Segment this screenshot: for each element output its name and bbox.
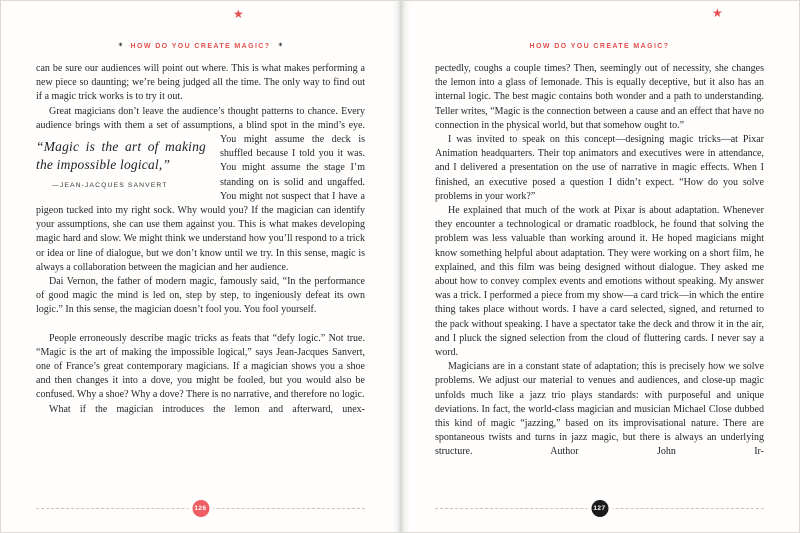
body-paragraph: I was invited to speak on this concept—designing magic tricks—at Pixar Animation headquarters. Their top animators and executives were in attendance, and I delivered a presentation on the use of narrative in magic effects. When I finished, an executive posed a question I didn’t expect. “How do you solve problems in your work?” <box>435 134 764 202</box>
body-paragraph: What if the magician introduces the lemon and afterward, unex- <box>49 403 365 415</box>
running-head-text: HOW DO YOU CREATE MAGIC? <box>130 43 271 50</box>
folio-right <box>435 500 764 517</box>
star-icon: ★ <box>233 7 244 21</box>
body-paragraph: Magicians are in a constant state of adaptation; this is precisely how we solve problems. We adjust our material to venues and audiences, and close-up magic unfolds much like a jazz trio plays standards: with purposeful and unique deviations. In fact, the world-class magician and musician Michael Close dubbed this kind of magic “jazzing,” based on its improvisational nature. There are spontaneous twists and turns in jazz magic, but there is always an underlying structure. Author John Ir- <box>435 361 764 458</box>
star-icon: ✶ <box>117 41 124 49</box>
page-body-left <box>36 62 365 417</box>
paragraph-text: spot in the mind’s eye. You might assume the deck is shuffled because I told you it was. You might assume the stage I’m standing on is solid and ungaffed. You might not suspect that I have a pigeon tucked into my right sock. Why would you? If the magician can identify your assumptions, she can use them against you. This is what makes developing magic hard and slow. We might think we understand how you’ll respond to a trick or idea or line of dialogue, but we don’t know until we try. In this sense, magic is always a collaboration between the magician and her audience. <box>36 119 365 273</box>
page-number-badge: 127 <box>591 500 608 517</box>
running-head-right <box>400 35 799 53</box>
body-paragraph: People erroneously describe magic tricks as feats that “defy logic.” Not true. “Magic is the art of making the impossible logical,” says Jean-Jacques Sanvert, one of France’s great contemporary magicians. If a magician shows you a shoe and then changes it into a dove, you might be fooled, but you would also be confused. Why a shoe? Why a dove? There is no narrative, and therefore no logic. <box>36 332 365 401</box>
pull-quote-text: “Magic is the art of making the impossible logical,” <box>36 139 206 172</box>
star-icon: ★ <box>712 6 723 20</box>
pull-quote <box>36 138 206 193</box>
body-paragraph: pectedly, coughs a couple times? Then, seemingly out of necessity, she changes the lemon into a glass of lemonade. This is equally deceptive, but it also has an internal logic. The best magic contains both wonder and a path to understanding. Teller writes, “Magic is the connection between a cause and an effect that have no connection in the physical world, but that somehow ought to.” <box>435 63 764 131</box>
body-paragraph <box>36 105 365 275</box>
folio-left <box>36 500 365 517</box>
pull-quote-attribution: —JEAN-JACQUES SANVERT <box>52 182 168 190</box>
page-body-right <box>435 62 764 460</box>
page-right <box>400 1 799 532</box>
star-icon: ✶ <box>277 41 284 49</box>
body-paragraph: He explained that much of the work at Pixar is about adaptation. Whenever they encounter a technological or dramatic roadblock, he found that solving the problem was less valuable than working around it. He hoped magicians might know something helpful about adaptation. They were working on a short film, he explained, and this film was being designed without dialogue. They asked me about how to convey complex events and emotions without speaking. My answer was a trick. I performed a piece from my show—a card trick—in which the entire thing takes place without words. I have a card selected, signed, and returned to the pack without speaking. I have a spectator take the deck and throw it in the air, and I pluck the signed selection from the cloud of fluttering cards. I never say a word. <box>435 205 764 359</box>
body-paragraph: Dai Vernon, the father of modern magic, famously said, “In the performance of good magic the mind is led on, step by step, to ingeniously defeat its own logic.” In this sense, the magician doesn’t fool you. You fool yourself. <box>36 276 365 316</box>
body-paragraph: can be sure our audiences will point out where. This is what makes performing a new piece so daunting; we’re being judged all the time. The only way to find out if a magic trick works is to try it out. <box>36 63 365 103</box>
page-left <box>1 1 400 532</box>
paragraph-text: Great magicians don’t leave the audience’s thought patterns to chance. Every audience brings with them a set of assumptions, a blind <box>36 105 365 131</box>
page-number-badge: 126 <box>192 500 209 517</box>
running-head-left <box>1 35 400 53</box>
running-head-text: HOW DO YOU CREATE MAGIC? <box>529 43 670 50</box>
